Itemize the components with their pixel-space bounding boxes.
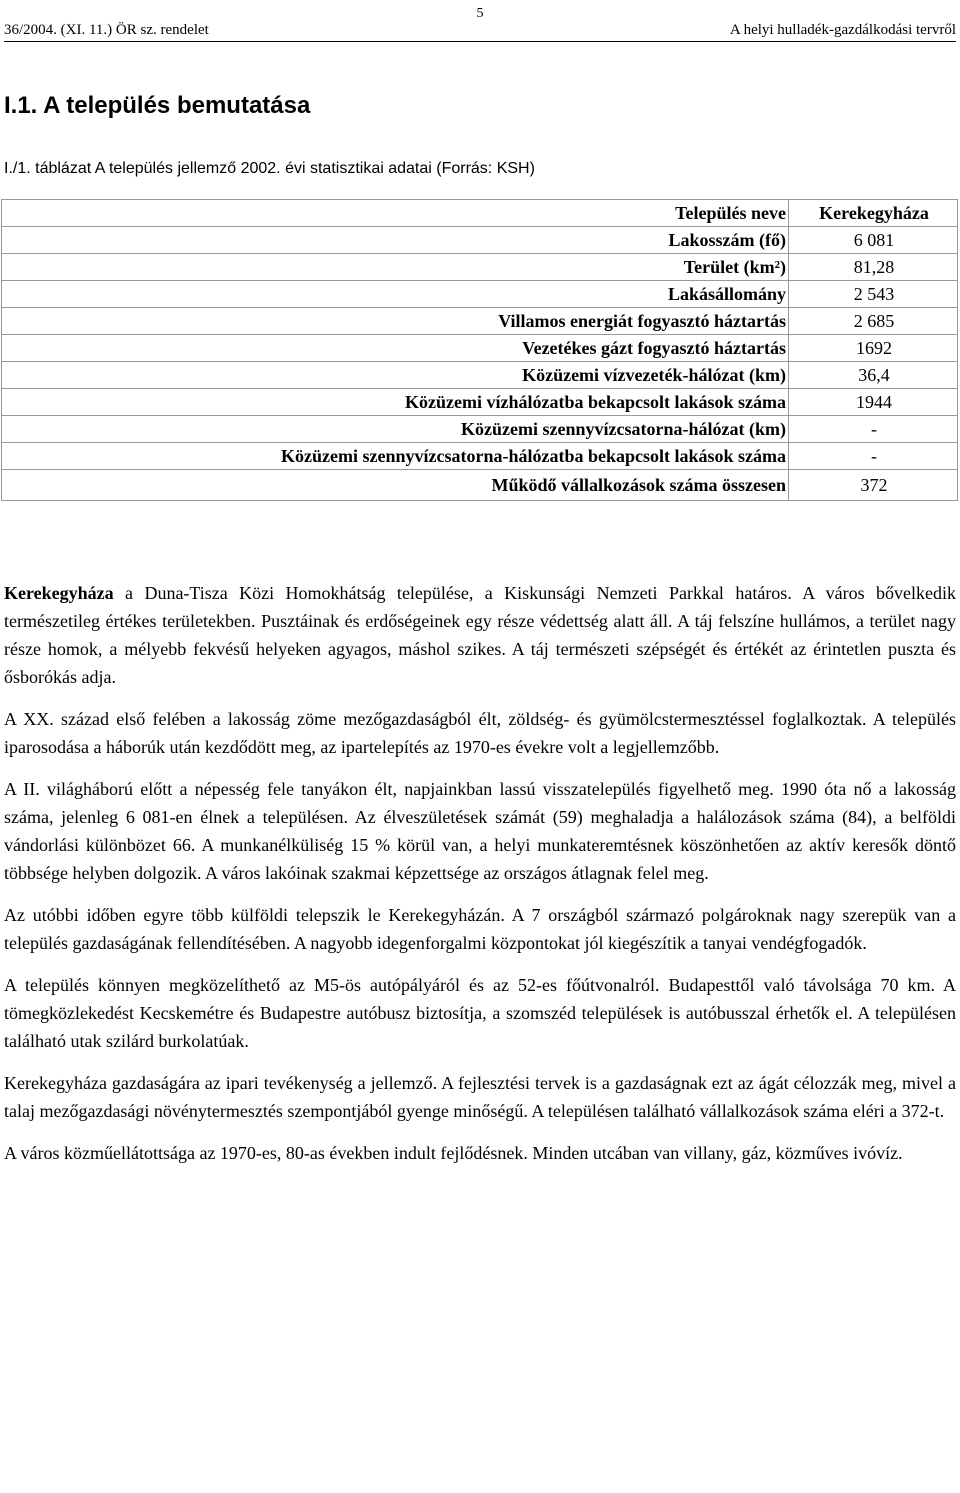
row-value: 1944 xyxy=(789,389,958,416)
row-value: 6 081 xyxy=(789,227,958,254)
row-value: 372 xyxy=(789,470,958,501)
header-right: A helyi hulladék-gazdálkodási tervről xyxy=(729,22,956,38)
table-row xyxy=(2,281,958,308)
row-label: Villamos energiát fogyasztó háztartás xyxy=(2,308,789,335)
statistics-table xyxy=(1,199,958,501)
table-row xyxy=(2,389,958,416)
table-row xyxy=(2,227,958,254)
row-label: Terület (km²) xyxy=(2,254,789,281)
table-caption: I./1. táblázat A település jellemző 2002. évi statisztikai adatai (Forrás: KSH) xyxy=(4,160,535,177)
row-label: Közüzemi vízhálózatba bekapcsolt lakások száma xyxy=(2,389,789,416)
paragraph xyxy=(4,579,956,691)
row-label: Lakosszám (fő) xyxy=(2,227,789,254)
paragraph: A város közműellátottsága az 1970-es, 80-as években indult fejlődésnek. Minden utcában van villany, gáz, közműves ivóvíz. xyxy=(4,1143,903,1163)
table-row xyxy=(2,470,958,501)
page-number: 5 xyxy=(476,6,484,21)
row-label: Közüzemi szennyvízcsatorna-hálózatba bekapcsolt lakások száma xyxy=(2,443,789,470)
row-value: 81,28 xyxy=(789,254,958,281)
paragraph: A település könnyen megközelíthető az M5-ös autópályáról és az 52-es főútvonalról. Budapesttől való távolsága 70 km. A tömegközlekedést Kecskemétre és Budapestre autóbusz biztosítja, a szomszéd települések is autóbusszal érhetők el. A településen található utak szilárd burkolatúak. xyxy=(4,975,956,1051)
row-value: Kerekegyháza xyxy=(789,200,958,227)
paragraph: A XX. század első felében a lakosság zöme mezőgazdaságból élt, zöldség- és gyümölcstermesztéssel foglalkoztak. A település iparosodása a háborúk után kezdődött meg, az ipartelepítés az 1970-es évekre volt a legjellemzőbb. xyxy=(4,709,956,757)
row-value: 2 685 xyxy=(789,308,958,335)
table-row xyxy=(2,308,958,335)
row-value: 36,4 xyxy=(789,362,958,389)
row-label: Település neve xyxy=(2,200,789,227)
row-value: 1692 xyxy=(789,335,958,362)
page-header xyxy=(4,22,956,42)
table-row xyxy=(2,443,958,470)
row-label: Közüzemi szennyvízcsatorna-hálózat (km) xyxy=(2,416,789,443)
table-row xyxy=(2,200,958,227)
row-value: 2 543 xyxy=(789,281,958,308)
town-name-bold: Kerekegyháza xyxy=(4,583,114,603)
row-value: - xyxy=(789,416,958,443)
row-value: - xyxy=(789,443,958,470)
section-heading: I.1. A település bemutatása xyxy=(4,92,311,119)
table-row xyxy=(2,254,958,281)
table-row xyxy=(2,416,958,443)
table-row xyxy=(2,335,958,362)
paragraph: Kerekegyháza gazdaságára az ipari tevékenység a jellemző. A fejlesztési tervek is a gazdaságnak ezt az ágát célozzák meg, mivel a talaj mezőgazdasági növénytermesztés szempontjából gyenge minőségű. A településen található vállalkozások száma eléri a 372-t. xyxy=(4,1073,956,1121)
row-label: Működő vállalkozások száma összesen xyxy=(2,470,789,501)
header-left: 36/2004. (XI. 11.) ÖR sz. rendelet xyxy=(4,22,209,38)
row-label: Vezetékes gázt fogyasztó háztartás xyxy=(2,335,789,362)
table-row xyxy=(2,362,958,389)
row-label: Lakásállomány xyxy=(2,281,789,308)
row-label: Közüzemi vízvezeték-hálózat (km) xyxy=(2,362,789,389)
body-text xyxy=(4,579,956,1181)
paragraph: A II. világháború előtt a népesség fele tanyákon élt, napjainkban lassú visszatelepülés figyelhető meg. 1990 óta nő a lakosság száma, jelenleg 6 081-en élnek a településen. Az élveszületések számát (59) meghaladja a halálozások száma (84), a belföldi vándorlási különbözet 66. A munkanélküliség 15 % körül van, a helyi munkateremtésnek köszönhetően az aktív keresők döntő többsége helyben dolgozik. A város lakóinak szakmai képzettsége az országos átlagnak felel meg. xyxy=(4,779,956,883)
paragraph: Az utóbbi időben egyre több külföldi telepszik le Kerekegyházán. A 7 országból származó polgároknak nagy szerepük van a település gazdaságának fellendítésében. A nagyobb idegenforgalmi központokat jól kiegészítik a tanyai vendégfogadók. xyxy=(4,905,956,953)
paragraph-text: a Duna-Tisza Közi Homokhátság települése, a Kiskunsági Nemzeti Parkkal határos. A város bővelkedik természetileg értékes területekben. Pusztáinak és erdőségeinek egy része védettség alatt áll. A táj felszíne hullámos, a terület nagy része homok, a mélyebb fekvésű helyeken agyagos, máshol szikes. A táj természeti szépségét és értékét az érintetlen puszta és ősborókás adja. xyxy=(4,583,956,687)
